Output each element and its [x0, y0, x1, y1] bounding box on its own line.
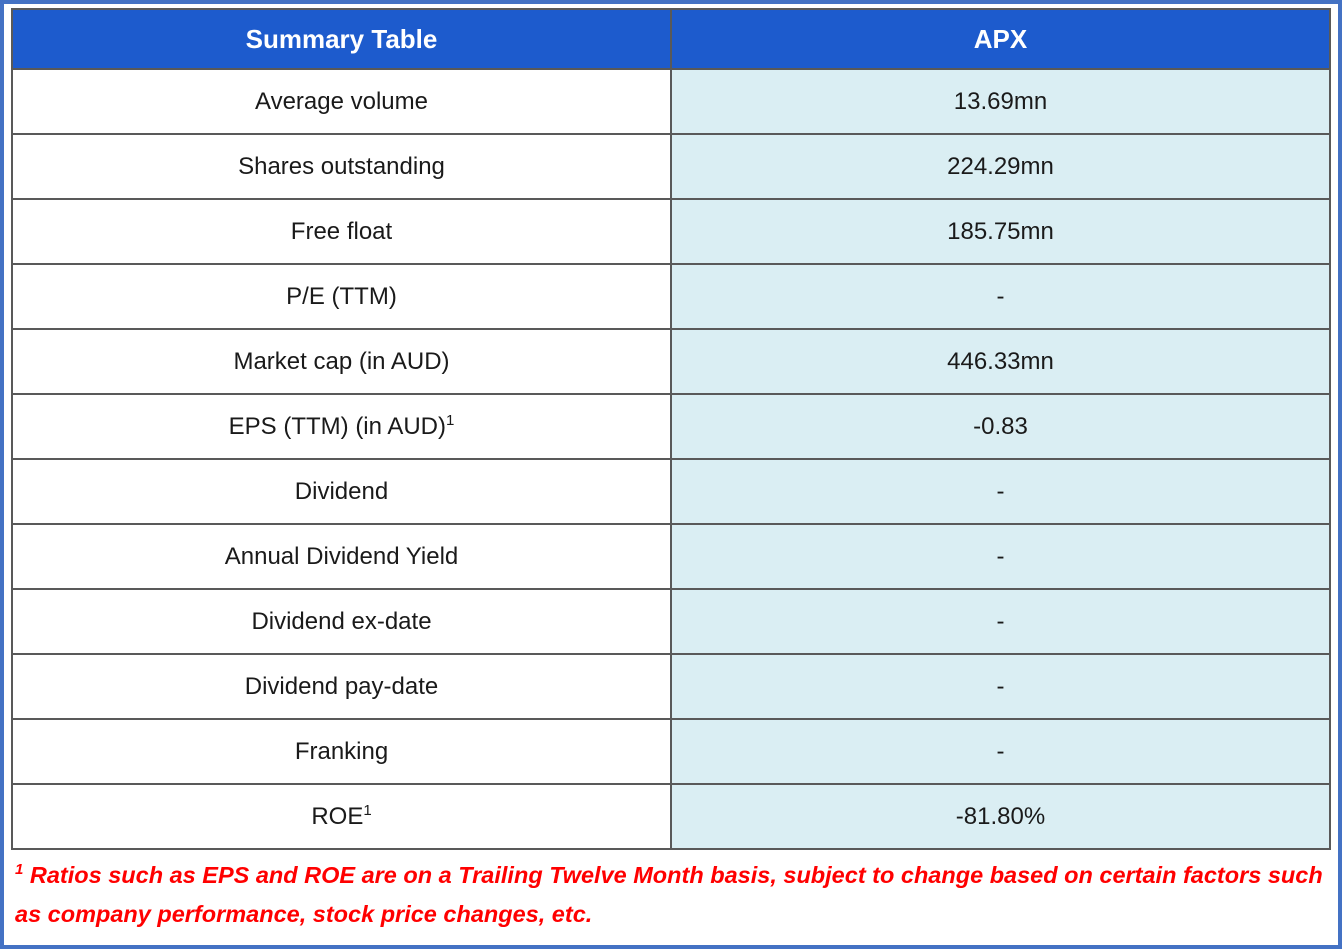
row-value-eps-ttm: -0.83 [671, 394, 1330, 459]
row-value-annual-dividend-yield: - [671, 524, 1330, 589]
row-label-franking: Franking [12, 719, 671, 784]
footnote-text: Ratios such as EPS and ROE are on a Trailing Twelve Month basis, subject to change based on certain factors such as company performance, stock price changes, etc. [15, 862, 1323, 928]
row-label-average-volume: Average volume [12, 69, 671, 134]
summary-table [11, 8, 1331, 850]
row-label-dividend-ex-date: Dividend ex-date [12, 589, 671, 654]
row-value-pe-ttm: - [671, 264, 1330, 329]
table-row [12, 264, 1330, 329]
row-value-market-cap: 446.33mn [671, 329, 1330, 394]
row-label-dividend: Dividend [12, 459, 671, 524]
footnote [11, 850, 1331, 945]
row-value-dividend-ex-date: - [671, 589, 1330, 654]
row-value-shares-outstanding: 224.29mn [671, 134, 1330, 199]
header-summary-table: Summary Table [12, 9, 671, 69]
row-value-average-volume: 13.69mn [671, 69, 1330, 134]
table-row [12, 394, 1330, 459]
table-row [12, 719, 1330, 784]
table-row [12, 329, 1330, 394]
header-ticker-apx: APX [671, 9, 1330, 69]
table-row [12, 784, 1330, 849]
row-label-roe: ROE$^1$ [12, 784, 671, 849]
row-label-shares-outstanding: Shares outstanding [12, 134, 671, 199]
row-label-annual-dividend-yield: Annual Dividend Yield [12, 524, 671, 589]
footnote-marker-superscript: 1 [363, 801, 372, 819]
row-label-dividend-pay-date: Dividend pay-date [12, 654, 671, 719]
footnote-superscript: 1 [15, 861, 24, 879]
header-row [12, 9, 1330, 69]
table-row [12, 524, 1330, 589]
row-label-market-cap: Market cap (in AUD) [12, 329, 671, 394]
table-row [12, 589, 1330, 654]
row-value-dividend: - [671, 459, 1330, 524]
table-row [12, 654, 1330, 719]
row-value-roe: -81.80% [671, 784, 1330, 849]
table-row [12, 199, 1330, 264]
row-value-dividend-pay-date: - [671, 654, 1330, 719]
row-value-franking: - [671, 719, 1330, 784]
row-label-eps-ttm: EPS (TTM) (in AUD)$^1$ [12, 394, 671, 459]
row-label-pe-ttm: P/E (TTM) [12, 264, 671, 329]
row-label-free-float: Free float [12, 199, 671, 264]
footnote-marker-superscript: 1 [446, 411, 455, 429]
table-row [12, 69, 1330, 134]
table-row [12, 459, 1330, 524]
table-row [12, 134, 1330, 199]
row-value-free-float: 185.75mn [671, 199, 1330, 264]
